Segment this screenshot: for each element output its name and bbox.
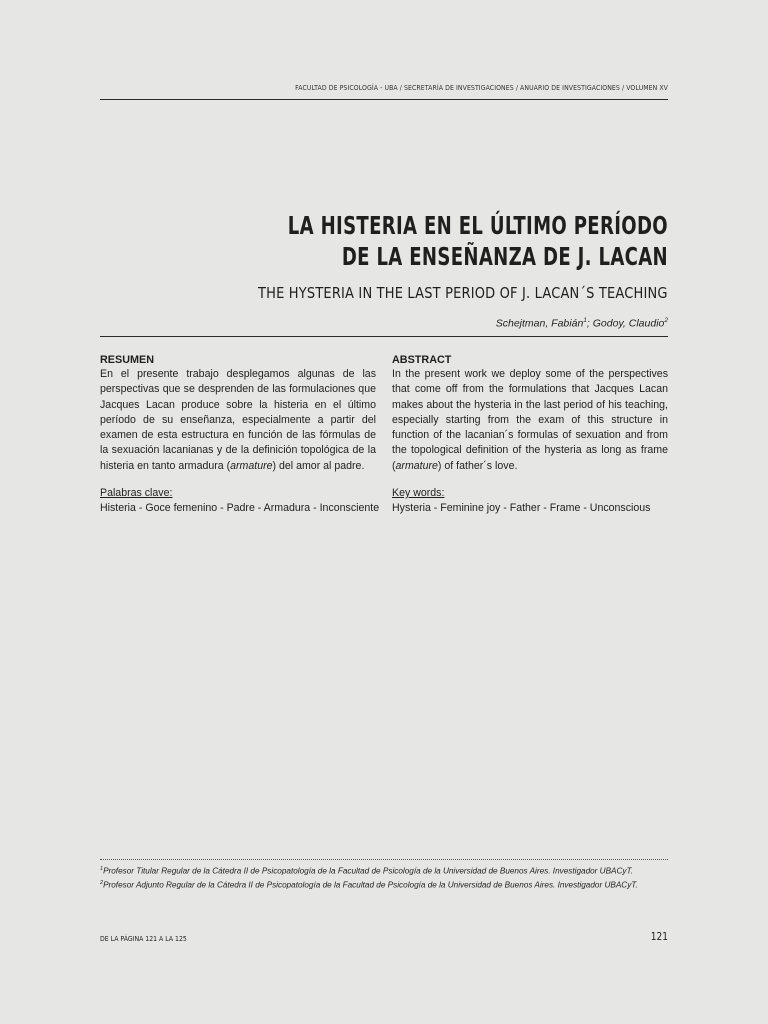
- header-rule: [100, 99, 668, 100]
- resumen-text-italic: armature: [230, 459, 273, 472]
- footnote-2-text: Profesor Adjunto Regular de la Cátedra II de Psicopatología de la Facultad de Psicología de la Universidad de Buenos Aires. Investigador UBACyT.: [103, 880, 638, 890]
- article-title-line-2: DE LA ENSEÑANZA DE J. LACAN: [341, 242, 668, 271]
- running-head: FACULTAD DE PSICOLOGÍA - UBA / SECRETARÍA DE INVESTIGACIONES / ANUARIO DE INVESTIGACIONES / VOLUMEN XV: [295, 83, 668, 92]
- abstract-keywords-label-text: Key words: [392, 487, 442, 500]
- resumen-keywords-colon: :: [169, 487, 173, 500]
- authors-rule: [100, 336, 668, 337]
- abstract-keywords-colon: :: [441, 487, 445, 500]
- abstract-text-part-1: In the present work we deploy some of the perspectives that come off from the formulations that Jacques Lacan makes about the hysteria in the last period of his teaching, especially starting from the exam of this structure in function of the lacanian´s formulas of sexuation and from the topological definition of the hysteria as long as frame (: [392, 368, 668, 472]
- footnote-1-text: Profesor Titular Regular de la Cátedra II de Psicopatología de la Facultad de Psicología de la Universidad de Buenos Aires. Investigador UBACyT.: [103, 866, 634, 876]
- footnotes: [100, 864, 668, 891]
- abstract-keywords: Hysteria - Feminine joy - Father - Frame - Unconscious: [392, 502, 651, 515]
- page-number: 121: [650, 931, 668, 943]
- abstract-heading: ABSTRACT: [392, 354, 452, 366]
- abstract-text-part-2: ) of father´s love.: [437, 459, 518, 472]
- resumen-keywords: Histeria - Goce femenino - Padre - Armadura - Inconsciente: [100, 502, 380, 515]
- resumen-keywords-label-text: Palabras clave: [100, 487, 170, 500]
- author-2: Godoy, Claudio: [592, 317, 665, 330]
- abstract-keywords-label: [392, 486, 668, 501]
- author-1: Schejtman, Fabián: [495, 317, 584, 330]
- author-1-footnote-mark: 1: [583, 317, 587, 324]
- abstract-text: [392, 367, 668, 474]
- footnote-1: [100, 864, 668, 878]
- resumen-text-part-2: ) del amor al padre.: [272, 459, 365, 472]
- abstract-column: [392, 354, 668, 517]
- resumen-keywords-label: [100, 486, 376, 501]
- footnote-2-mark: 2: [100, 879, 104, 886]
- article-title-line-1: LA HISTERIA EN EL ÚLTIMO PERÍODO: [287, 211, 668, 240]
- resumen-text-part-1: En el presente trabajo desplegamos algunas de las perspectivas que se desprenden de las formulaciones que Jacques Lacan produce sobre la histeria en el último período de su enseñanza, especialmente a partir del examen de esta estructura en función de las fórmulas de la sexuación lacanianas y de la definición topológica de la histeria en tanto armadura (: [100, 368, 376, 472]
- authors: [100, 317, 668, 330]
- article-subtitle-text: THE HYSTERIA IN THE LAST PERIOD OF J. LACAN´S TEACHING: [258, 284, 668, 302]
- article-subtitle: [100, 284, 668, 302]
- author-separator: ;: [586, 317, 593, 330]
- resumen-heading: RESUMEN: [100, 354, 154, 366]
- resumen-text: [100, 367, 376, 474]
- abstract-text-italic: armature: [395, 459, 438, 472]
- article-title: [100, 210, 668, 272]
- footnote-1-mark: 1: [100, 866, 104, 872]
- page-range: DE LA PÁGINA 121 A LA 125: [100, 934, 187, 943]
- page-footer: [100, 931, 668, 945]
- footnote-rule: [100, 859, 668, 860]
- footnote-2: [100, 878, 668, 892]
- author-2-footnote-mark: 2: [664, 317, 668, 324]
- resumen-column: [100, 354, 380, 517]
